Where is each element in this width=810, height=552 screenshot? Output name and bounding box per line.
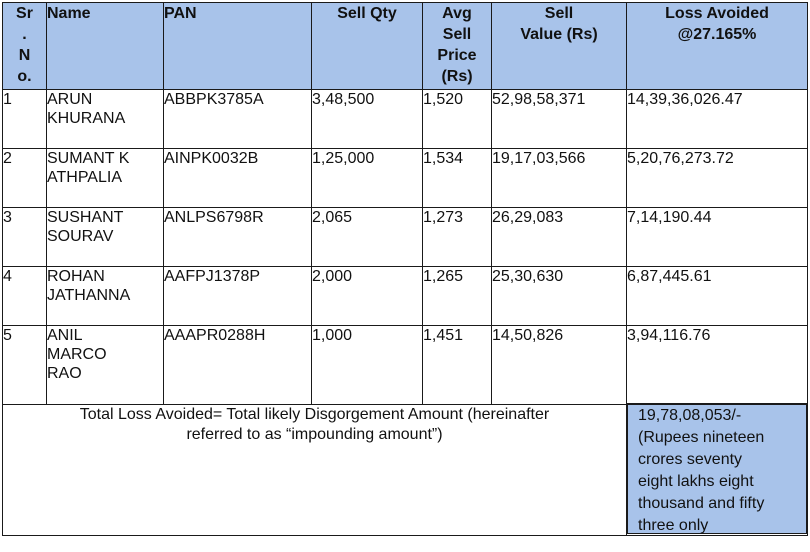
- header-sr-line: o.: [17, 68, 32, 85]
- total-value-line: 19,78,08,053/-: [638, 407, 742, 424]
- cell-avg-price: 1,265: [423, 267, 492, 326]
- name-line: SUSHANT: [47, 209, 124, 226]
- cell-sr: 3: [3, 208, 47, 267]
- name-line: SOURAV: [47, 228, 114, 245]
- cell-name: [47, 267, 164, 326]
- total-label-line: Total Loss Avoided= Total likely Disgorgement Amount (hereinafter: [79, 406, 550, 423]
- cell-sr: 4: [3, 267, 47, 326]
- header-sr-line: Sr: [16, 5, 33, 22]
- cell-avg-price: 1,451: [423, 326, 492, 405]
- cell-loss-avoided: 3,94,116.76: [627, 326, 808, 405]
- cell-name: [47, 326, 164, 405]
- name-line: ATHPALIA: [47, 169, 122, 186]
- cell-sell-qty: 1,25,000: [312, 149, 423, 208]
- header-name: Name: [47, 3, 164, 90]
- loss-avoided-table: [2, 2, 808, 536]
- total-value-line: thousand and fifty: [638, 495, 765, 512]
- header-avg-line: Avg: [442, 5, 472, 22]
- name-line: ARUN: [47, 91, 93, 108]
- cell-pan: AAAPR0288H: [164, 326, 312, 405]
- header-sr-line: N: [18, 47, 31, 64]
- total-value-line: crores seventy: [638, 451, 743, 468]
- cell-sell-value: 19,17,03,566: [492, 149, 627, 208]
- cell-avg-price: 1,273: [423, 208, 492, 267]
- header-value-line: Value (Rs): [520, 26, 598, 43]
- cell-sell-value: 52,98,58,371: [492, 90, 627, 149]
- cell-loss-avoided: 6,87,445.61: [627, 267, 808, 326]
- cell-sr: 2: [3, 149, 47, 208]
- header-loss-avoided: [627, 3, 808, 90]
- name-line: ANIL: [47, 327, 83, 344]
- cell-pan: ABBPK3785A: [164, 90, 312, 149]
- header-loss-line: Loss Avoided: [665, 5, 769, 22]
- cell-name: [47, 149, 164, 208]
- cell-avg-price: 1,520: [423, 90, 492, 149]
- table-row: [3, 267, 808, 326]
- cell-pan: AINPK0032B: [164, 149, 312, 208]
- header-sell-qty: Sell Qty: [312, 3, 423, 90]
- cell-avg-price: 1,534: [423, 149, 492, 208]
- cell-sell-value: 14,50,826: [492, 326, 627, 405]
- header-sr-no: [3, 3, 47, 90]
- name-line: RAO: [47, 365, 82, 382]
- total-value-cell: [627, 405, 808, 536]
- cell-sell-value: 25,30,630: [492, 267, 627, 326]
- cell-loss-avoided: 5,20,76,273.72: [627, 149, 808, 208]
- header-loss-line: @27.165%: [677, 26, 757, 43]
- table-row: [3, 149, 808, 208]
- name-line: MARCO: [47, 346, 107, 363]
- name-line: SUMANT K: [47, 150, 130, 167]
- header-sell-value: [492, 3, 627, 90]
- header-avg-line: Price: [437, 47, 477, 64]
- name-line: JATHANNA: [47, 287, 131, 304]
- total-row: [3, 405, 808, 536]
- table-row: [3, 208, 808, 267]
- cell-sr: 5: [3, 326, 47, 405]
- total-value: [627, 403, 807, 534]
- cell-name: [47, 90, 164, 149]
- header-row: [3, 3, 808, 90]
- total-value-line: eight lakhs eight: [638, 473, 754, 490]
- cell-loss-avoided: 14,39,36,026.47: [627, 90, 808, 149]
- cell-sell-qty: 1,000: [312, 326, 423, 405]
- cell-sr: 1: [3, 90, 47, 149]
- cell-pan: ANLPS6798R: [164, 208, 312, 267]
- cell-sell-qty: 2,000: [312, 267, 423, 326]
- table-row: [3, 90, 808, 149]
- total-value-line: (Rupees nineteen: [638, 429, 765, 446]
- header-sr-line: .: [22, 26, 27, 43]
- header-avg-line: (Rs): [441, 68, 473, 85]
- cell-pan: AAFPJ1378P: [164, 267, 312, 326]
- cell-sell-qty: 3,48,500: [312, 90, 423, 149]
- header-avg-line: Sell: [442, 26, 472, 43]
- header-pan: PAN: [164, 3, 312, 90]
- table-row: [3, 326, 808, 405]
- total-label-line: referred to as “impounding amount”): [186, 426, 443, 443]
- total-label: [3, 405, 627, 536]
- total-value-line: three only: [638, 517, 709, 534]
- cell-name: [47, 208, 164, 267]
- cell-sell-value: 26,29,083: [492, 208, 627, 267]
- header-avg-sell-price: [423, 3, 492, 90]
- cell-sell-qty: 2,065: [312, 208, 423, 267]
- name-line: KHURANA: [47, 110, 126, 127]
- cell-loss-avoided: 7,14,190.44: [627, 208, 808, 267]
- header-value-line: Sell: [544, 5, 574, 22]
- name-line: ROHAN: [47, 268, 105, 285]
